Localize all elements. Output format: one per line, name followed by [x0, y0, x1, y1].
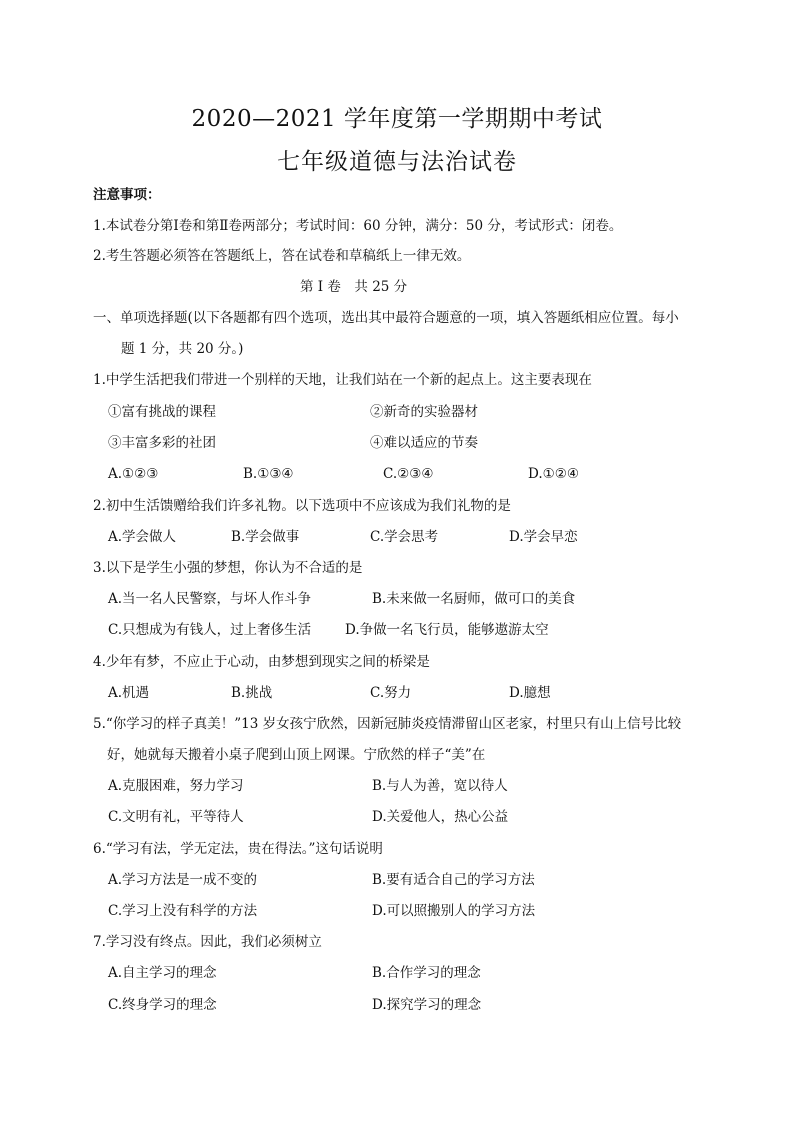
question-6-stem: 6.“学习有法，学无定法，贵在得法。”这句话说明 — [93, 841, 383, 857]
question-3-option-d: D.争做一名飞行员，能够遨游太空 — [345, 622, 549, 638]
question-6-option-d: D.可以照搬别人的学习方法 — [372, 903, 536, 919]
note-item-1: 1.本试卷分第Ⅰ卷和第Ⅱ卷两部分；考试时间：60 分钟，满分：50 分，考试形式：闭卷。 — [93, 218, 623, 234]
question-2-option-c: C.学会思考 — [370, 529, 439, 545]
section-instruction-line2: 题 1 分，共 20 分。) — [121, 341, 244, 357]
question-1-option-b: B.①③④ — [243, 466, 294, 482]
question-5-option-b: B.与人为善，宽以待人 — [372, 778, 508, 794]
exam-title: 2020—2021 学年度第一学期期中考试 — [191, 106, 603, 132]
notes-heading: 注意事项： — [93, 187, 161, 203]
question-3-option-b: B.未来做一名厨师，做可口的美食 — [372, 591, 576, 607]
section-instruction-line1: 一、单项选择题(以下各题都有四个选项，选出其中最符合题意的一项，填入答题纸相应位置。每小 — [93, 310, 679, 326]
question-7-option-c: C.终身学习的理念 — [108, 997, 217, 1013]
exam-subtitle: 七年级道德与法治试卷 — [277, 149, 517, 175]
question-5-stem-line2: 好，她就每天搬着小桌子爬到山顶上网课。宁欣然的样子“美”在 — [107, 747, 486, 763]
question-5-option-a: A.克服困难，努力学习 — [108, 778, 244, 794]
question-4-option-d: D.臆想 — [509, 685, 551, 701]
question-7-option-d: D.探究学习的理念 — [372, 997, 482, 1013]
question-2-option-a: A.学会做人 — [108, 529, 177, 545]
question-1-statement-2: ②新奇的实验器材 — [370, 404, 478, 420]
question-5-option-d: D.关爱他人，热心公益 — [372, 809, 509, 825]
question-1-option-c: C.②③④ — [383, 466, 434, 482]
question-4-option-b: B.挑战 — [231, 685, 273, 701]
question-7-option-b: B.合作学习的理念 — [372, 965, 481, 981]
question-3-stem: 3.以下是学生小强的梦想，你认为不合适的是 — [93, 560, 363, 576]
question-1-statement-3: ③丰富多彩的社团 — [108, 435, 216, 451]
question-3-option-c: C.只想成为有钱人，过上奢侈生活 — [108, 622, 312, 638]
question-5-stem-line1: 5.“你学习的样子真美！”13 岁女孩宁欣然，因新冠肺炎疫情滞留山区老家，村里只有山上信号比较 — [93, 716, 682, 732]
question-1-option-a: A.①②③ — [108, 466, 159, 482]
question-2-stem: 2.初中生活馈赠给我们许多礼物。以下选项中不应该成为我们礼物的是 — [93, 498, 511, 514]
question-4-option-c: C.努力 — [370, 685, 412, 701]
question-7-stem: 7.学习没有终点。因此，我们必须树立 — [93, 934, 322, 950]
question-7-option-a: A.自主学习的理念 — [108, 965, 217, 981]
note-item-2: 2.考生答题必须答在答题纸上，答在试卷和草稿纸上一律无效。 — [93, 248, 471, 264]
question-2-option-d: D.学会早恋 — [509, 529, 578, 545]
question-1-stem: 1.中学生活把我们带进一个别样的天地，让我们站在一个新的起点上。这主要表现在 — [93, 372, 592, 388]
question-5-option-c: C.文明有礼，平等待人 — [108, 809, 244, 825]
question-6-option-a: A.学习方法是一成不变的 — [108, 872, 258, 888]
question-4-stem: 4.少年有梦，不应止于心动，由梦想到现实之间的桥梁是 — [93, 654, 430, 670]
section-title: 第 I 卷 共 25 分 — [300, 279, 408, 295]
question-1-statement-4: ④难以适应的节奏 — [370, 435, 478, 451]
question-4-option-a: A.机遇 — [108, 685, 150, 701]
question-1-statement-1: ①富有挑战的课程 — [108, 404, 216, 420]
question-2-option-b: B.学会做事 — [231, 529, 300, 545]
question-1-option-d: D.①②④ — [528, 466, 579, 482]
question-6-option-b: B.要有适合自己的学习方法 — [372, 872, 535, 888]
question-6-option-c: C.学习上没有科学的方法 — [108, 903, 258, 919]
question-3-option-a: A.当一名人民警察，与坏人作斗争 — [108, 591, 312, 607]
